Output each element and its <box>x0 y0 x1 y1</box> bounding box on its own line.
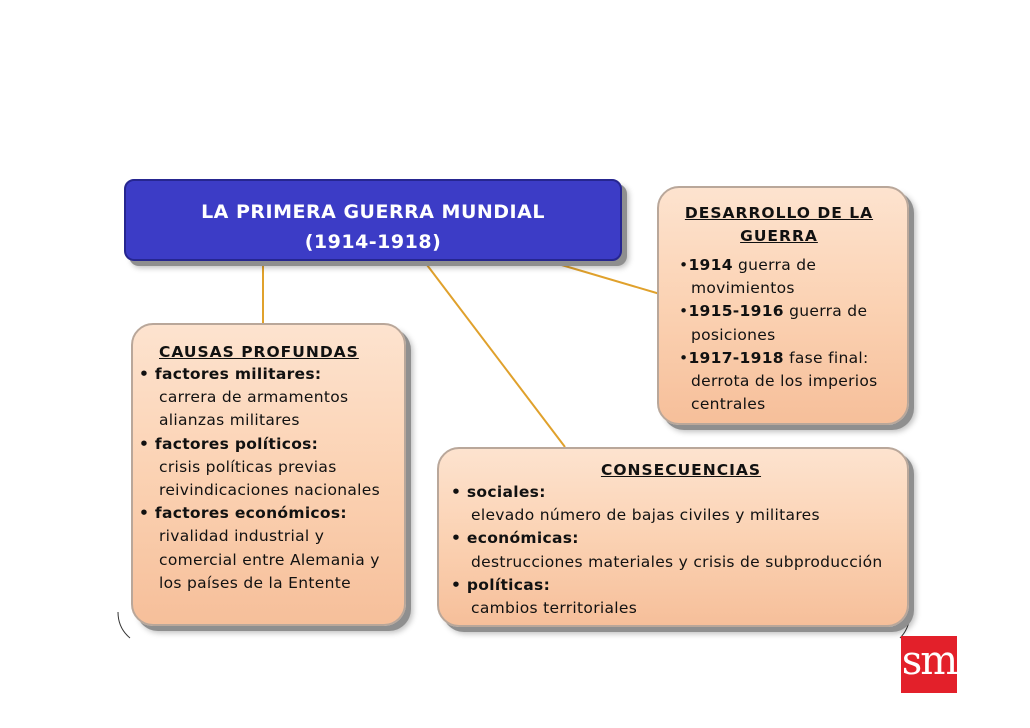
phase-text: guerra de <box>738 256 817 274</box>
causas-item: reivindicaciones nacionales <box>159 481 380 500</box>
desarrollo-heading-line1: DESARROLLO DE LA <box>684 204 874 222</box>
phase-years: 1914 <box>688 256 733 274</box>
consecuencias-group-label: • económicas: <box>451 529 579 548</box>
phase-cont: posiciones <box>691 325 776 344</box>
phase-cont: derrota de los imperios <box>691 372 878 391</box>
consecuencias-heading: CONSECUENCIAS <box>600 461 762 479</box>
consecuencias-group-label: • sociales: <box>451 483 546 501</box>
phase-text: fase final: <box>789 348 869 367</box>
desarrollo-phase: •1914 guerra de <box>679 256 817 274</box>
connector-title-desarrollo <box>548 261 660 294</box>
causas-item: comercial entre Alemania y <box>159 550 380 569</box>
phase-cont: movimientos <box>691 279 795 298</box>
consecuencias-item: elevado número de bajas civiles y militares <box>471 506 820 525</box>
phase-years: 1915-1916 <box>688 302 784 321</box>
causas-group-label: • factores militares: <box>139 365 322 383</box>
causas-heading: CAUSAS PROFUNDAS <box>159 343 359 361</box>
consecuencias-group-label: • políticas: <box>451 575 551 594</box>
causas-item: carrera de armamentos <box>159 388 349 407</box>
phase-years: 1917-1918 <box>688 348 784 367</box>
desarrollo-phase: •1917-1918 fase final: <box>679 348 869 367</box>
consecuencias-box <box>437 447 909 627</box>
causas-profundas-box <box>131 323 406 626</box>
desarrollo-box <box>657 186 909 425</box>
causas-item: rivalidad industrial y <box>159 527 325 546</box>
causas-group-label: • factores políticos: <box>139 434 319 453</box>
causas-group-label: • factores económicos: <box>139 504 347 523</box>
desarrollo-phase: •1915-1916 guerra de <box>679 302 868 321</box>
main-title-box <box>124 179 622 261</box>
causas-item: alianzas militares <box>159 411 300 430</box>
decorative-corner-left <box>118 612 130 638</box>
sm-logo: sm <box>901 636 957 693</box>
main-title: LA PRIMERA GUERRA MUNDIAL <box>201 201 545 223</box>
causas-item: los países de la Entente <box>159 573 351 592</box>
consecuencias-item: cambios territoriales <box>471 599 638 618</box>
connector-title-consecuencias <box>424 261 565 447</box>
consecuencias-item: destrucciones materiales y crisis de subproducción <box>471 552 883 571</box>
desarrollo-heading-line2: GUERRA <box>740 227 818 245</box>
phase-cont: centrales <box>691 395 766 414</box>
main-title-dates: (1914-1918) <box>304 231 442 253</box>
causas-item: crisis políticas previas <box>159 457 337 476</box>
phase-text: guerra de <box>789 302 868 321</box>
